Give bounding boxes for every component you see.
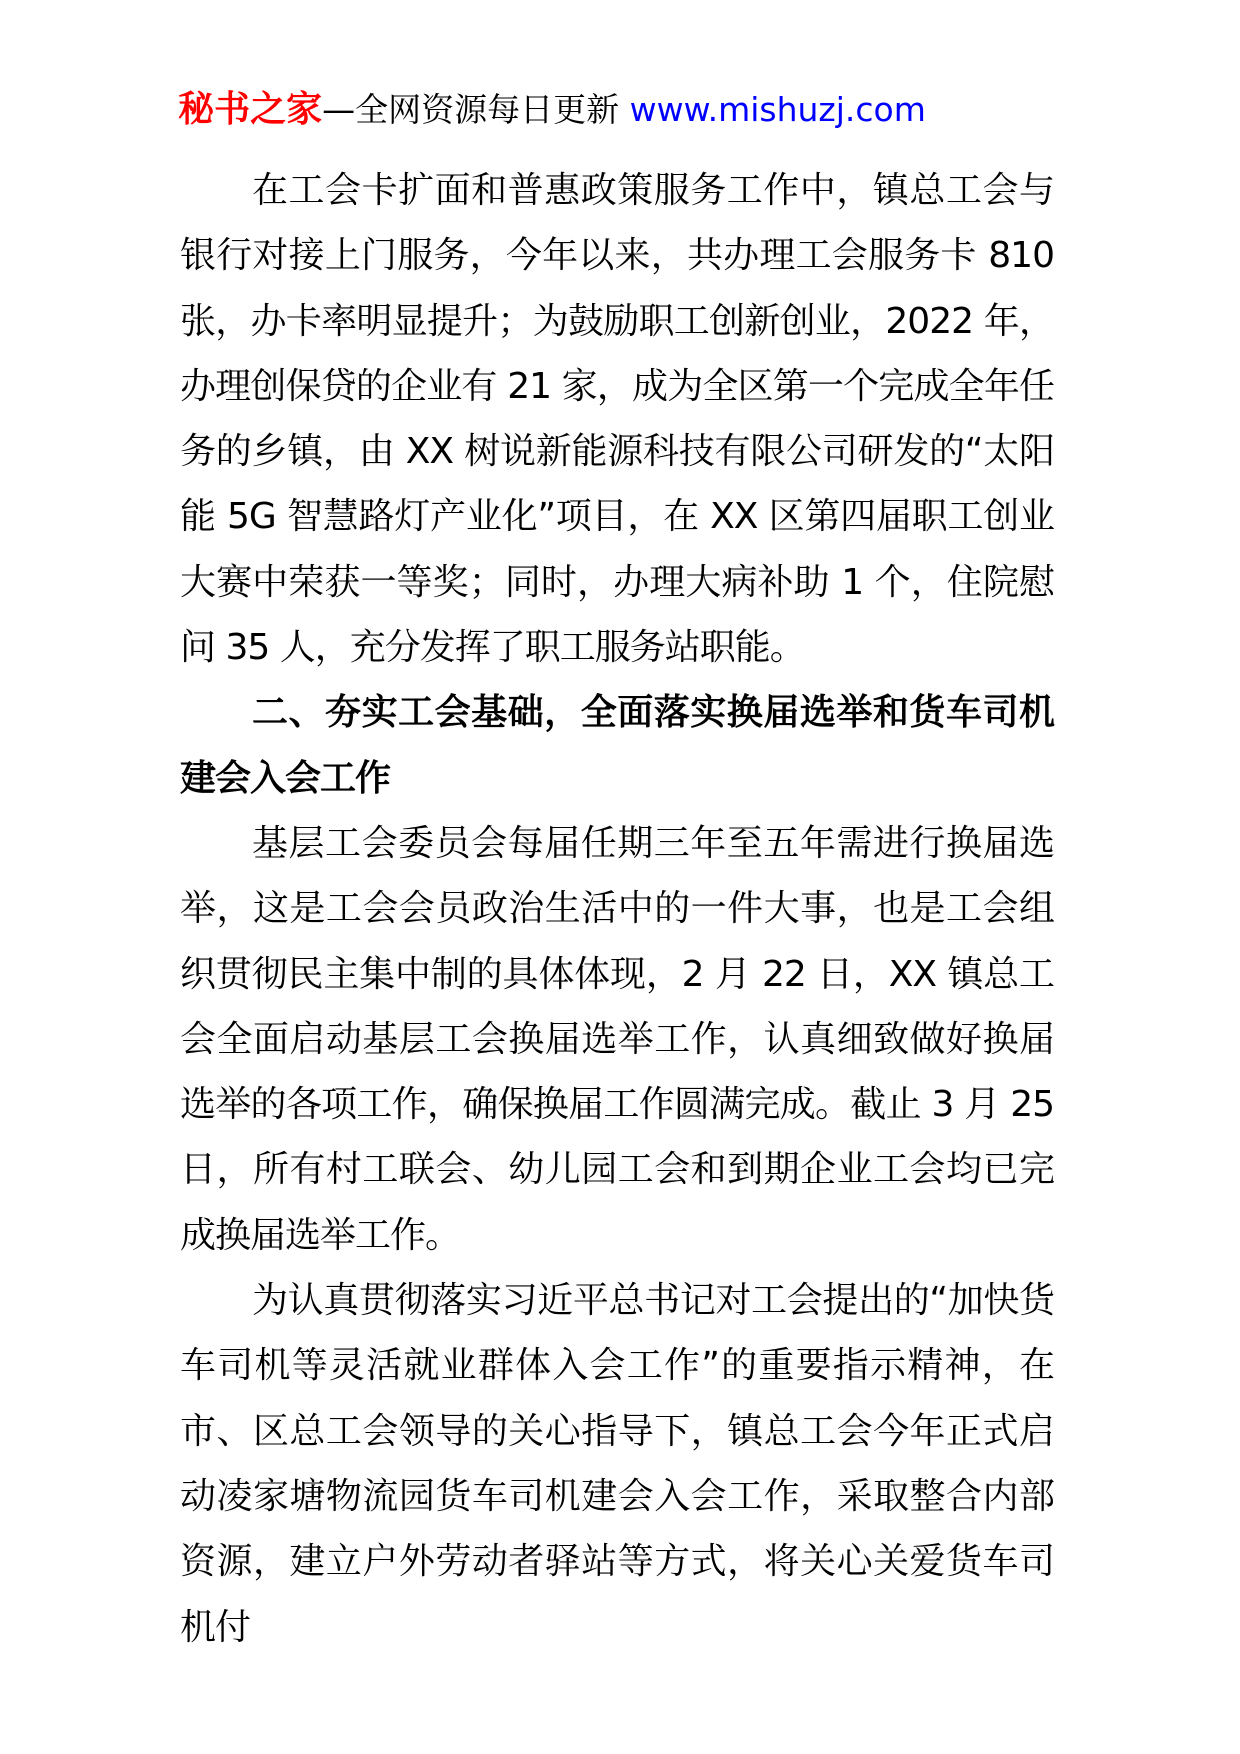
document-body — [180, 158, 1054, 1660]
brand-text: 秘书之家 — [178, 89, 323, 130]
paragraph-union-card-services: 在工会卡扩面和普惠政策服务工作中，镇总工会与银行对接上门服务，今年以来，共办理工会服务卡 810 张，办卡率明显提升；为鼓励职工创新创业，2022 年，办理创保贷的企业有 21 家，成为全区第一个完成全年任务的乡镇，由 XX 树说新能源科技有限公司研发的“太阳能 5G 智慧路灯产业化”项目，在 XX 区第四届职工创业大赛中荣获一等奖；同时，办理大病补助 1 个，住院慰问 35 人，充分发挥了职工服务站职能。 — [180, 170, 1054, 669]
paragraph-reelection-work: 基层工会委员会每届任期三年至五年需进行换届选举，这是工会会员政治生活中的一件大事，也是工会组织贯彻民主集中制的具体体现，2 月 22 日，XX 镇总工会全面启动基层工会换届选举工作，认真细致做好换届选举的各项工作，确保换届工作圆满完成。截止 3 月 25 日，所有村工联会、幼儿园工会和到期企业工会均已完成换届选举工作。 — [180, 822, 1054, 1256]
header-tagline: 全网资源每日更新 — [355, 90, 630, 129]
site-url-link[interactable]: www.mishuzj.com — [629, 90, 926, 129]
header-separator: — — [322, 90, 356, 129]
paragraph-truck-driver-membership: 为认真贯彻落实习近平总书记对工会提出的“加快货车司机等灵活就业群体入会工作”的重要指示精神，在市、区总工会领导的关心指导下，镇总工会今年正式启动凌家塘物流园货车司机建会入会工作，采取整合内部资源，建立户外劳动者驿站等方式，将关心关爱货车司机付 — [180, 1280, 1054, 1648]
section-heading-2: 二、夯实工会基础，全面落实换届选举和货车司机建会入会工作 — [180, 692, 1054, 799]
page-header — [0, 86, 1172, 134]
